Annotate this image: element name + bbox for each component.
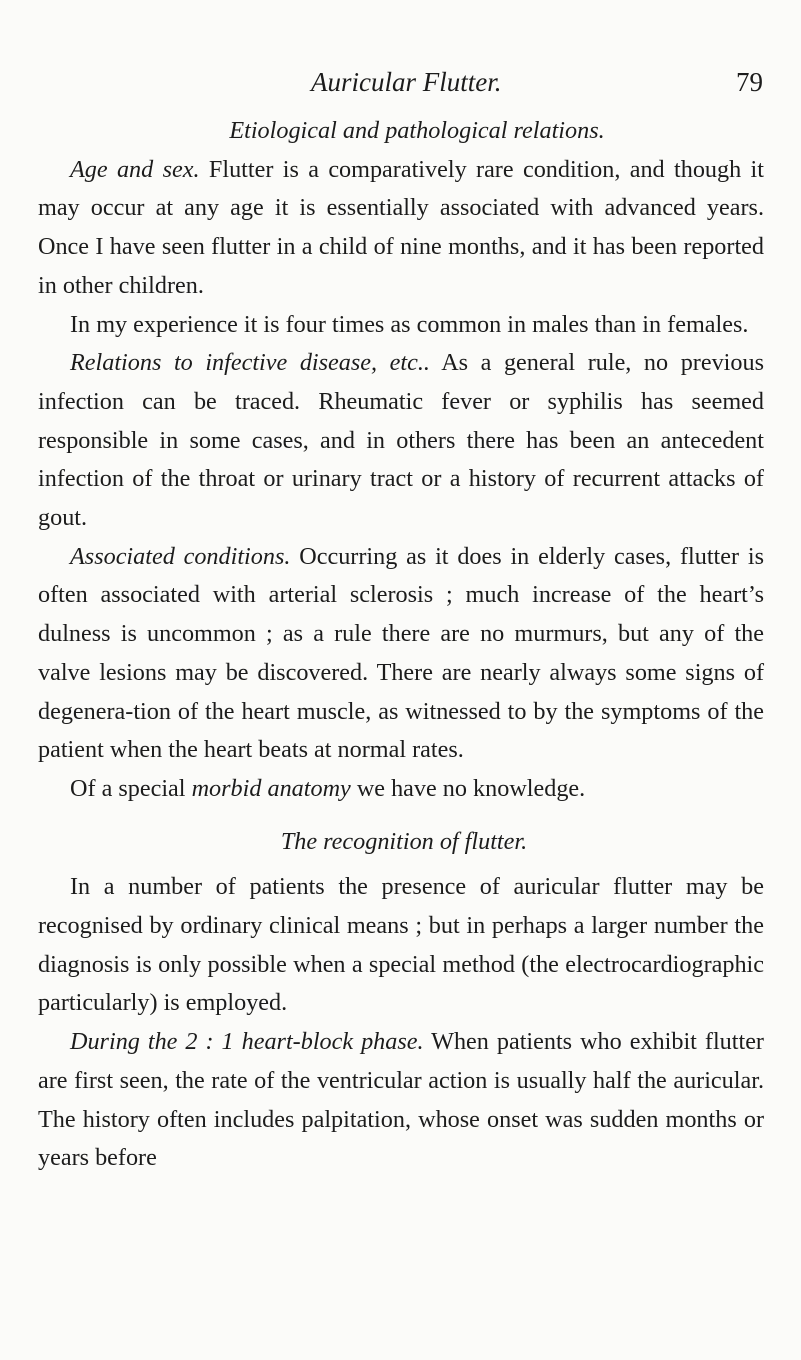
paragraph-experience: [38, 306, 764, 345]
body-text: [38, 112, 764, 1178]
inline-term-morbid-anatomy: morbid anatomy: [191, 774, 351, 802]
paragraph-text: In a number of patients the presence of auricular flutter may be recognised by ordinary clinical means ; but in perhaps a larger number the diagnosis is only possible when a special method (the electrocardiographic particularly) is employed.: [38, 873, 764, 1017]
section-heading-recognition: The recognition of flutter.: [280, 827, 528, 855]
run-in-heading-age-sex: Age and sex.: [70, 155, 200, 183]
paragraph-text: Flutter is a comparatively rare condition, and though it may occur at any age it is essentially associated with advanced years. Once I have seen flutter in a child of nine months, and it has been reported in other children.: [38, 155, 764, 299]
page-number: 79: [736, 67, 763, 97]
paragraph-associated: [38, 538, 764, 770]
section-heading-etiology: Etiological and pathological relations.: [229, 117, 605, 144]
paragraph-recognition: [38, 868, 764, 1023]
paragraph-morbid-anatomy: [38, 770, 764, 809]
paragraph-text: Of a special: [70, 774, 186, 802]
run-in-heading-relations: Relations to infective disease, etc..: [70, 349, 430, 377]
run-in-heading-associated: Associated conditions.: [70, 542, 291, 570]
paragraph-text: In my experience it is four times as common in males than in females.: [70, 310, 749, 338]
paragraph-text: When patients who exhibit flutter are first seen, the rate of the ventricular action is usually half the auricular. The history often includes palpitation, whose onset was sudden months or years before: [38, 1028, 764, 1172]
paragraph-heart-block: [38, 1023, 764, 1178]
paragraph-text: As a general rule, no previous infection can be traced. Rheumatic fever or syphilis has seemed responsible in some cases, and in others there has been an antecedent infection of the throat or urinary tract or a history of recurrent attacks of gout.: [38, 349, 764, 532]
paragraph-text: Occurring as it does in elderly cases, flutter is often associated with arterial sclerosis ; much increase of the heart’s dulness is uncommon ; as a rule there are no murmurs, but any of the valve lesions may be discovered. There are nearly always some signs of degenera-tion of the heart muscle, as witnessed to by the symptoms of the patient when the heart beats at normal rates.: [38, 542, 764, 764]
run-in-heading-heart-block: During the 2 : 1 heart-block phase.: [70, 1028, 424, 1056]
paragraph-text: we have no knowledge.: [356, 774, 586, 802]
paragraph-relations: [38, 344, 764, 538]
running-head: [0, 62, 801, 102]
paragraph-age-sex: [38, 151, 764, 306]
running-title: Auricular Flutter.: [311, 67, 502, 97]
